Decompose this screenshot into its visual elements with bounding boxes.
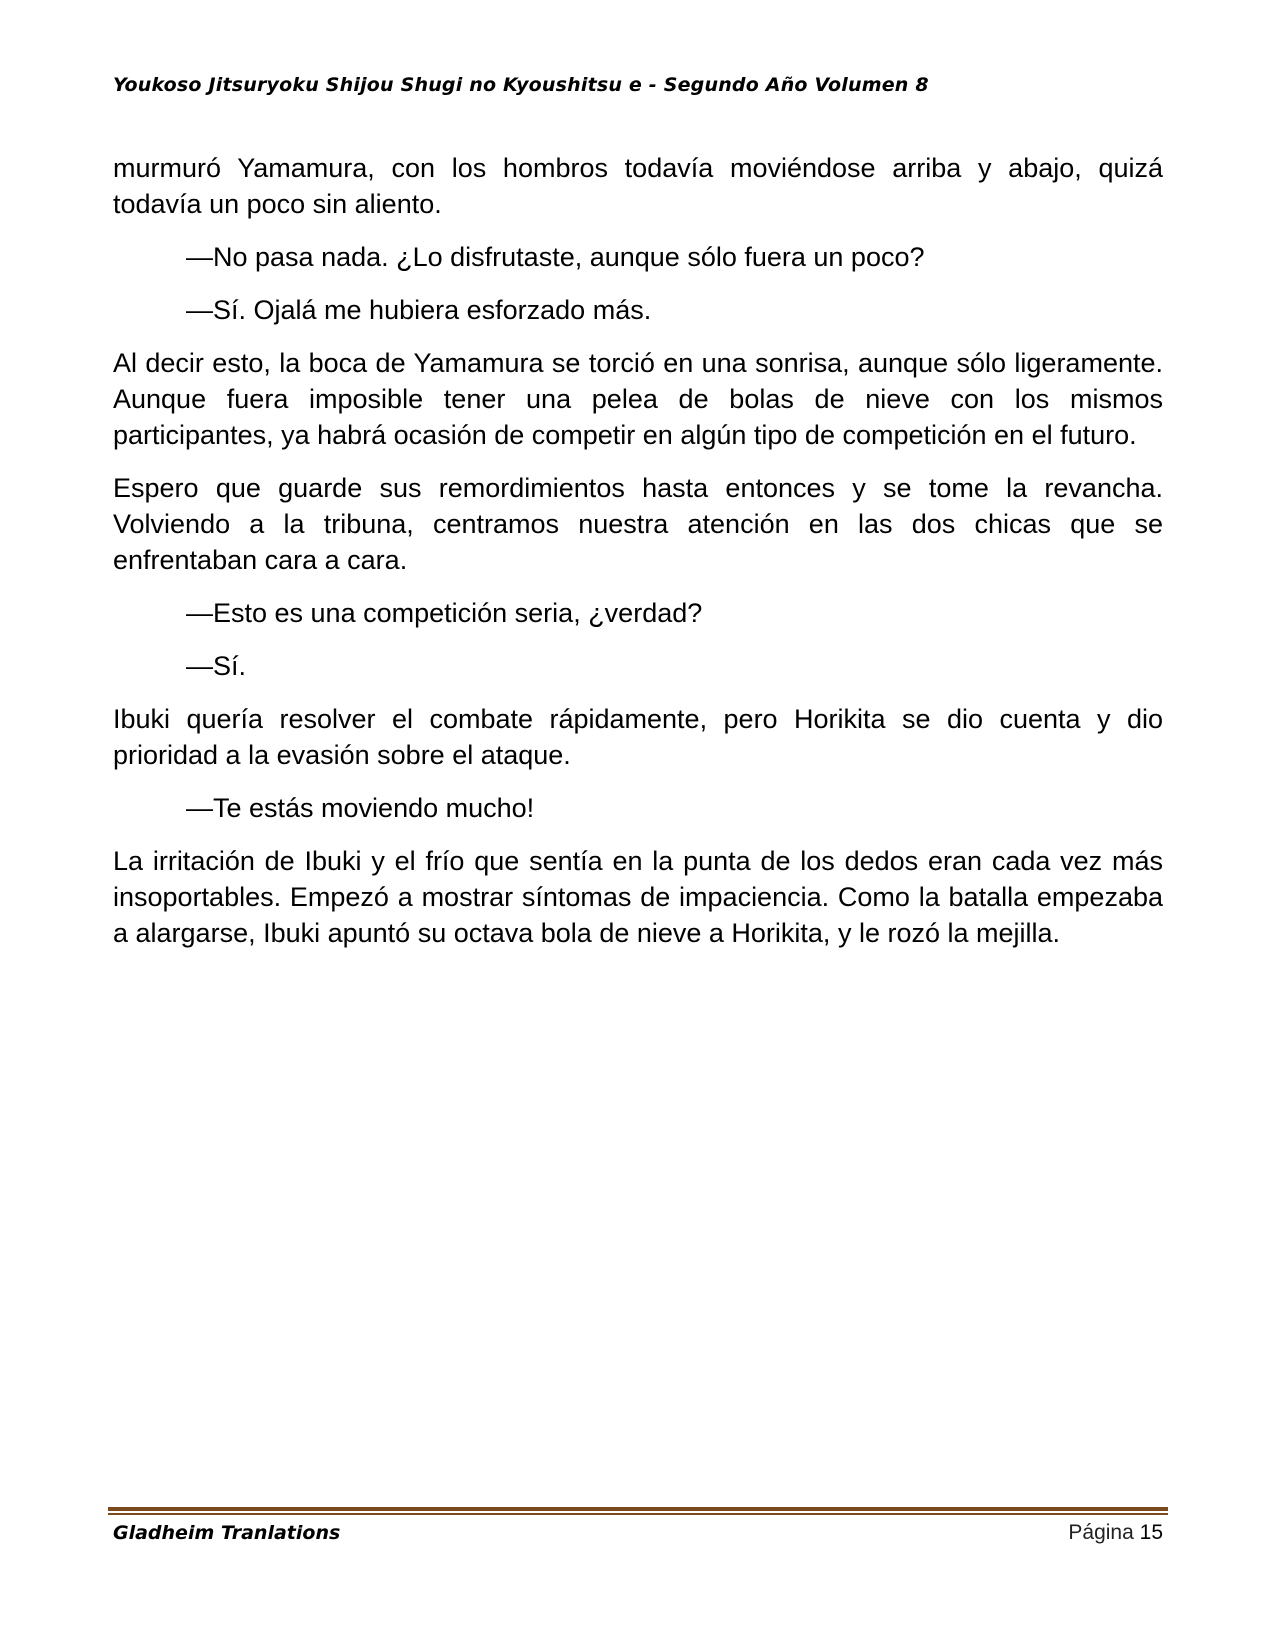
dialogue-line: —Sí. bbox=[186, 651, 247, 681]
dialogue-line: —No pasa nada. ¿Lo disfrutaste, aunque sólo fuera un poco? bbox=[186, 242, 925, 272]
paragraph: Al decir esto, la boca de Yamamura se torció en una sonrisa, aunque sólo ligeramente. Aunque fuera imposible tener una pelea de bolas de nieve con los mismos participantes, ya habrá ocasión de competir en algún tipo de competición en el futuro. bbox=[113, 348, 1163, 450]
dialogue-line: —Sí. Ojalá me hubiera esforzado más. bbox=[186, 295, 652, 325]
page-number: 15 bbox=[1139, 1521, 1163, 1544]
dialogue-line: —Te estás moviendo mucho! bbox=[186, 793, 535, 823]
paragraph: murmuró Yamamura, con los hombros todavía moviéndose arriba y abajo, quizá todavía un poco sin aliento. bbox=[113, 153, 1163, 219]
dialogue-line: —Esto es una competición seria, ¿verdad? bbox=[186, 598, 703, 628]
paragraph: Espero que guarde sus remordimientos hasta entonces y se tome la revancha. Volviendo a la tribuna, centramos nuestra atención en las dos chicas que se enfrentaban cara a cara. bbox=[113, 473, 1163, 575]
document-body bbox=[113, 150, 1163, 968]
footer-divider bbox=[108, 1507, 1168, 1517]
page-number-label bbox=[1068, 1521, 1163, 1545]
page-header-title: Youkoso Jitsuryoku Shijou Shugi no Kyoushitsu e - Segundo Año Volumen 8 bbox=[113, 74, 929, 96]
paragraph: La irritación de Ibuki y el frío que sentía en la punta de los dedos eran cada vez más insoportables. Empezó a mostrar síntomas de impaciencia. Como la batalla empezaba a alargarse, Ibuki apuntó su octava bola de nieve a Horikita, y le rozó la mejilla. bbox=[113, 846, 1163, 948]
footer-credit: Gladheim Tranlations bbox=[113, 1522, 341, 1544]
page-label: Página bbox=[1068, 1521, 1134, 1544]
paragraph: Ibuki quería resolver el combate rápidamente, pero Horikita se dio cuenta y dio prioridad a la evasión sobre el ataque. bbox=[113, 704, 1163, 770]
